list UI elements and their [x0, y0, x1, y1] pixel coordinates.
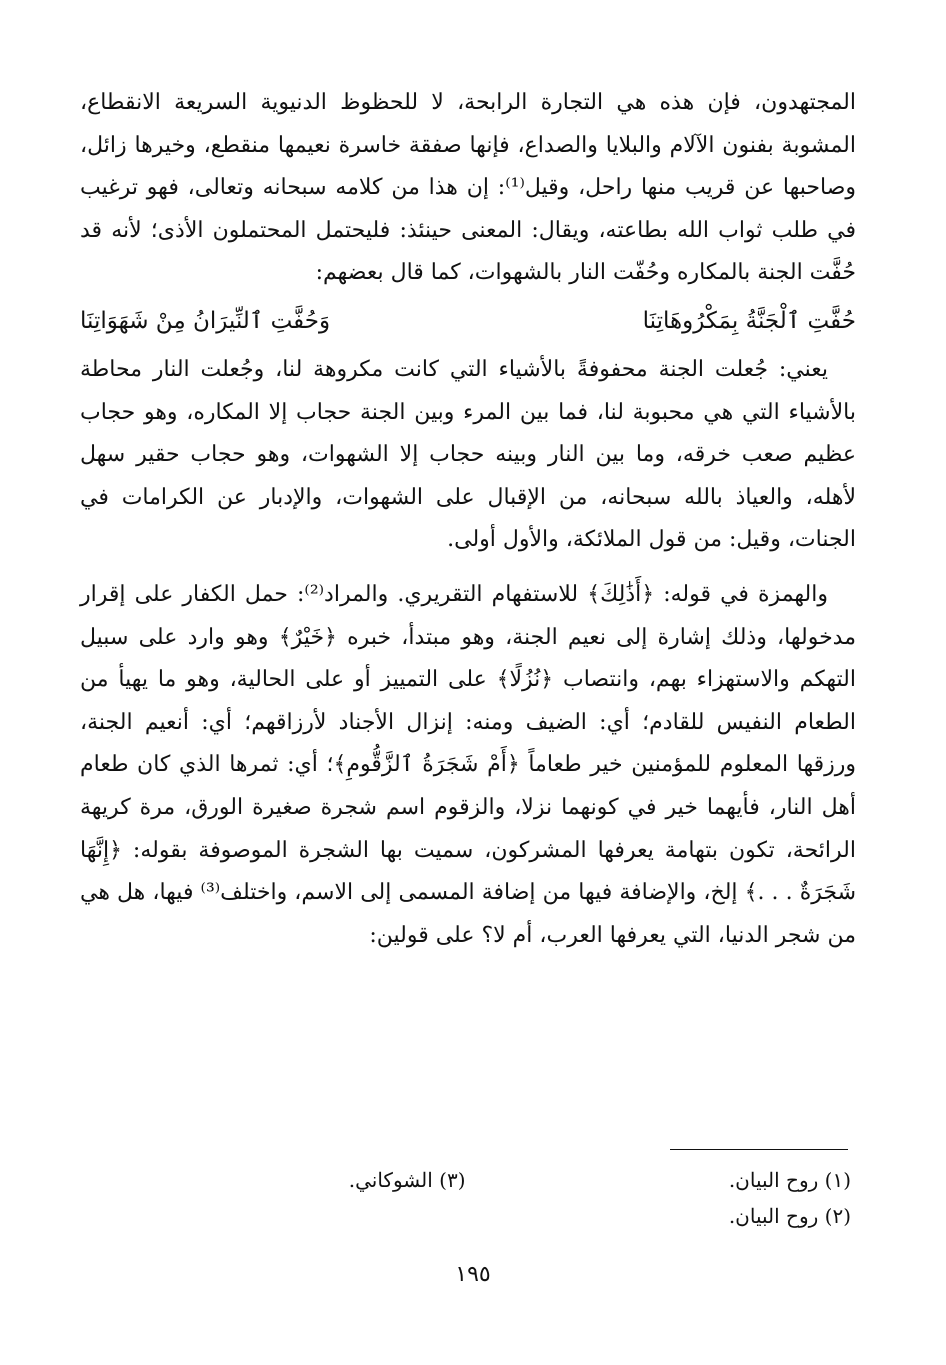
text-line: كلامه سبحانه وتعالى، فهو ترغيب في طلب ثواب الله بطاعته، ويقال: المعنى [80, 175, 856, 243]
text-line: المجتهدون، فإن هذه هي التجارة الرابحة، لا للحظوظ الدنيوية السريعة [160, 90, 856, 115]
text-line: الدنيا، التي يعرفها العرب، أم لا؟ على قولين: [369, 922, 769, 948]
text-line: وارد على سبيل التهكم والاستهزاء بهم، وانتصاب ﴿نُزُلًا﴾ على التمييز أو على [80, 624, 856, 693]
footnote-2: (٢) روح البيان. [728, 1204, 851, 1228]
text-line: المكاره، وهو حجاب عظيم صعب خرقه، وما بين النار وبينه حجاب إلا [80, 399, 856, 468]
text-line: الحالية، وهو ما يهيأ من الطعام النفيس للقادم؛ أي: الضيف ومنه: إنزال الأجناد [80, 667, 856, 735]
footnote-1: (١) روح البيان. [728, 1168, 851, 1192]
text-line: الشهوات، والإدبار عن الكرامات في الجنات، وقيل: من قول الملائكة، والأول [80, 484, 856, 553]
text-line: بالشهوات، كما قال بعضهم: [315, 260, 563, 286]
poem-second-hemistich: وَحُفَّتِ ٱلنِّيرَانُ مِنْ شَهَوَاتِنَا [80, 307, 331, 334]
text-line: ٱلزَّقُّومِ﴾؛ أي: ثمرها الذي كان طعام أهل النار، فأيهما خير في كونهما نزلا، [80, 752, 856, 820]
paragraph-gap [80, 562, 856, 574]
text-line: والهمزة في قوله: ﴿أَذَٰلِكَ﴾ للاستفهام التقريري. والمراد⁽²⁾: حمل الكفار [173, 581, 828, 607]
poem-first-hemistich: حُفَّتِ ٱلْجَنَّةُ بِمَكْرُوهَاتِنَا [642, 307, 856, 334]
paragraph-continuation [80, 82, 856, 295]
paragraph-explanation [80, 349, 856, 562]
text-line: حينئذ: فليحتمل المحتملون الأذى؛ لأنه قد حُفَّت الجنة بالمكاره وحُفّت النار [80, 217, 856, 286]
footnote-row [80, 1162, 851, 1198]
text-line: يعني: جُعلت الجنة محفوفةً بالأشياء التي كانت مكروهة لنا، وجُعلت النار [142, 356, 828, 382]
text-line: المشركون، سميت بها الشجرة الموصوفة بقوله: ﴿إِنَّهَا شَجَرَةٌ . . .﴾ إلخ، [80, 837, 857, 906]
footnote-3: (٣) الشوكاني. [348, 1168, 466, 1192]
poem-verse [80, 295, 856, 347]
main-text [80, 82, 856, 957]
page-number: ١٩٥ [455, 1262, 491, 1287]
text-line: أولى. [447, 527, 496, 553]
text-line: والإضافة فيها من إضافة المسمى إلى الاسم، واختلف⁽³⁾ فيها، هل هي من شجر [80, 880, 856, 948]
text-line: الشهوات، وهو حجاب حقير سهل لأهله، والعياذ بالله سبحانه، من الإقبال على [80, 442, 856, 510]
text-line: على إقرار مدخولها، وذلك إشارة إلى نعيم الجنة، وهو مبتدأ، خبره ﴿خَيْرٌ﴾ وهو [80, 581, 857, 650]
text-line: منقطع، وخيرها زائل، وصاحبها عن قريب منها راحل، وقيل⁽¹⁾: إن هذا من [80, 132, 856, 201]
text-line: محاطة بالأشياء التي هي محبوبة لنا، فما بين المرء وبين الجنة حجاب إلا [80, 356, 856, 425]
footnote-separator [670, 1149, 848, 1150]
paragraph-grammar [80, 574, 856, 957]
text-line: والزقوم اسم شجرة صغيرة الورق، مرة كريهة الرائحة، تكون بتهامة يعرفها [80, 794, 856, 863]
text-line: الانقطاع، المشوبة بفنون الآلام والبلايا والصداع، فإنها صفقة خاسرة نعيمها [80, 90, 856, 158]
footnote-row [80, 1198, 851, 1234]
text-line: لأرزاقهم؛ أي: أنعيم الجنة، ورزقها المعلوم للمؤمنين خير طعاماً ﴿أَمْ شَجَرَةُ [80, 709, 856, 778]
footnotes [80, 1162, 851, 1234]
